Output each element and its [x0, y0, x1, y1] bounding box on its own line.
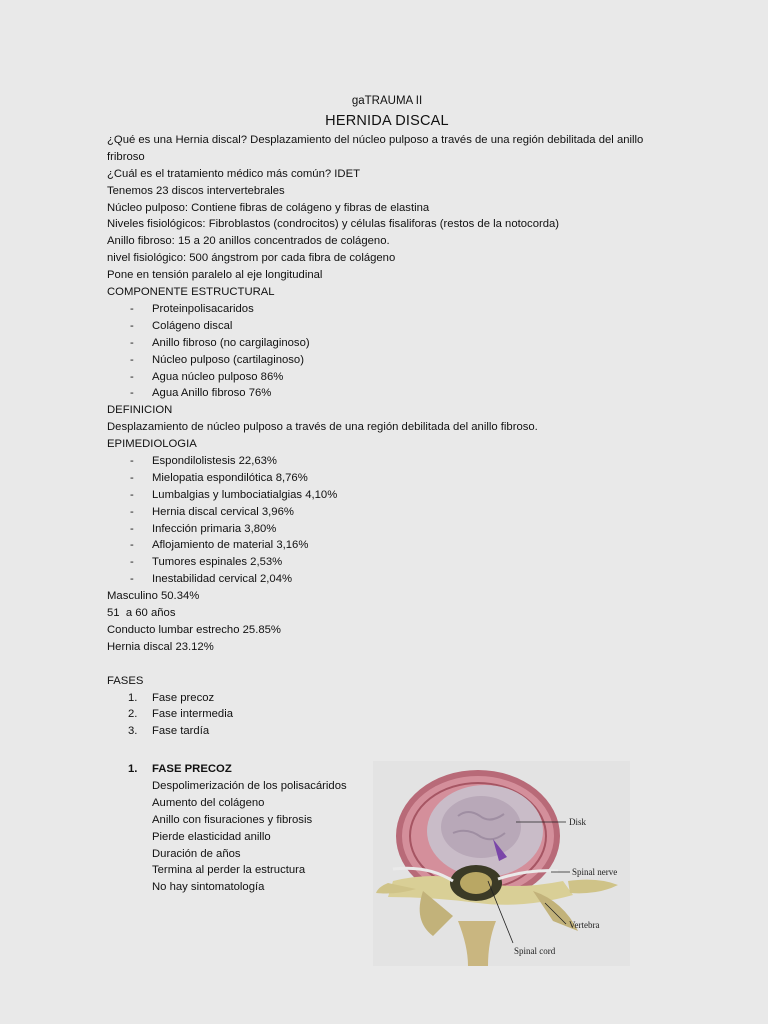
fase-precoz-section — [107, 761, 367, 896]
list-item-text: Agua núcleo pulposo 86% — [152, 370, 284, 383]
list-item — [107, 369, 667, 386]
componente-list — [107, 301, 667, 402]
document-title: HERNIDA DISCAL — [325, 112, 449, 129]
list-number: 1. — [128, 691, 138, 704]
list-item: Duración de años — [152, 847, 241, 860]
spinal-cord-section — [460, 872, 492, 894]
intro-line: Niveles fisiológicos: Fibroblastos (condrocitos) y células fisaliforas (restos de la notocorda) — [107, 218, 560, 231]
list-item-text: Anillo fibroso (no cargilaginoso) — [152, 336, 310, 349]
list-item — [107, 554, 667, 571]
bullet-dash: - — [130, 336, 134, 349]
bullet-dash: - — [130, 471, 134, 484]
list-item — [107, 385, 667, 402]
bullet-dash: - — [130, 455, 134, 468]
list-number: 1. — [128, 763, 138, 775]
list-item-text: Mielopatia espondilótica 8,76% — [152, 471, 308, 484]
bullet-dash: - — [130, 522, 134, 535]
list-item: Aumento del colágeno — [152, 796, 265, 809]
intro-line: ¿Qué es una Hernia discal? Desplazamiento del núcleo pulposo a través de una región debilitada del anillo fribroso — [107, 133, 644, 163]
list-number: 2. — [128, 708, 138, 721]
list-item-text: Núcleo pulposo (cartilaginoso) — [152, 353, 304, 366]
list-item: Pierde elasticidad anillo — [152, 830, 271, 843]
list-item-text: Colágeno discal — [152, 319, 233, 332]
list-item: Termina al perder la estructura — [152, 864, 306, 877]
list-item — [107, 706, 667, 723]
bullet-dash: - — [130, 387, 134, 400]
anatomy-svg — [373, 761, 630, 966]
bullet-dash: - — [130, 505, 134, 518]
section-heading-componente: COMPONENTE ESTRUCTURAL — [107, 286, 275, 299]
list-item — [107, 453, 667, 470]
bullet-dash: - — [130, 353, 134, 366]
heading-text: FASE PRECOZ — [152, 763, 232, 775]
fase-precoz-heading — [107, 761, 367, 778]
stat-line: Masculino 50.34% — [107, 590, 200, 603]
list-item — [107, 723, 667, 740]
intro-line: Tenemos 23 discos intervertebrales — [107, 184, 285, 197]
list-item-text: Hernia discal cervical 3,96% — [152, 505, 294, 518]
intro-line: Núcleo pulposo: Contiene fibras de colágeno y fibras de elastina — [107, 201, 430, 214]
list-item-text: Fase precoz — [152, 691, 215, 704]
list-item — [107, 301, 667, 318]
intro-line: ¿Cuál es el tratamiento médico más común? IDET — [107, 167, 361, 180]
list-item-text: Tumores espinales 2,53% — [152, 556, 283, 569]
bullet-dash: - — [130, 539, 134, 552]
label-spinal-nerve: Spinal nerve — [572, 867, 618, 877]
list-item-text: Fase tardía — [152, 725, 210, 738]
stat-line: 51 a 60 años — [107, 607, 176, 620]
list-item — [107, 690, 667, 707]
bullet-dash: - — [130, 556, 134, 569]
list-item — [107, 352, 667, 369]
list-item-text: Lumbalgias y lumbociatialgias 4,10% — [152, 488, 338, 501]
section-heading-epidemiologia: EPIMEDIOLOGIA — [107, 438, 197, 451]
list-item — [107, 521, 667, 538]
list-item — [107, 571, 667, 588]
list-item-text: Espondilolistesis 22,63% — [152, 455, 277, 468]
bullet-dash: - — [130, 302, 134, 315]
list-number: 3. — [128, 725, 138, 738]
document-subtitle: gaTRAUMA II — [351, 95, 423, 107]
bullet-dash: - — [130, 573, 134, 586]
section-heading-fases: FASES — [107, 674, 144, 687]
stat-line: Hernia discal 23.12% — [107, 640, 214, 653]
bullet-dash: - — [130, 370, 134, 383]
nucleus-pulposus — [441, 796, 521, 858]
label-vertebra: Vertebra — [569, 920, 600, 930]
list-item-text: Aflojamiento de material 3,16% — [152, 539, 309, 552]
list-item: Despolimerización de los polisacáridos — [152, 779, 347, 792]
list-item — [107, 504, 667, 521]
list-item: Anillo con fisuraciones y fibrosis — [152, 813, 313, 826]
intro-line: Anillo fibroso: 15 a 20 anillos concentrados de colágeno. — [107, 235, 390, 248]
fases-list — [107, 690, 667, 741]
spacer — [107, 656, 667, 673]
label-disk: Disk — [569, 817, 587, 827]
list-item — [107, 487, 667, 504]
stat-line: Conducto lumbar estrecho 25.85% — [107, 623, 281, 636]
label-spinal-cord: Spinal cord — [514, 946, 556, 956]
bullet-dash: - — [130, 319, 134, 332]
list-item-text: Agua Anillo fibroso 76% — [152, 387, 272, 400]
list-item — [107, 335, 667, 352]
list-item — [107, 537, 667, 554]
list-item — [107, 318, 667, 335]
section-heading-definicion: DEFINICION — [107, 404, 173, 417]
intro-line: nivel fisiológico: 500 ángstrom por cada fibra de colágeno — [107, 252, 396, 265]
disc-herniation-illustration — [373, 761, 630, 966]
list-item-text: Infección primaria 3,80% — [152, 522, 277, 535]
list-item: No hay sintomatología — [152, 881, 265, 894]
definicion-text: Desplazamiento de núcleo pulposo a través de una región debilitada del anillo fibroso. — [107, 421, 538, 434]
document-body — [107, 93, 667, 740]
list-item-text: Fase intermedia — [152, 708, 233, 721]
epidemiologia-list — [107, 453, 667, 588]
list-item-text: Inestabilidad cervical 2,04% — [152, 573, 293, 586]
bullet-dash: - — [130, 488, 134, 501]
list-item — [107, 470, 667, 487]
intro-line: Pone en tensión paralelo al eje longitudinal — [107, 269, 323, 282]
list-item-text: Proteinpolisacaridos — [152, 302, 254, 315]
